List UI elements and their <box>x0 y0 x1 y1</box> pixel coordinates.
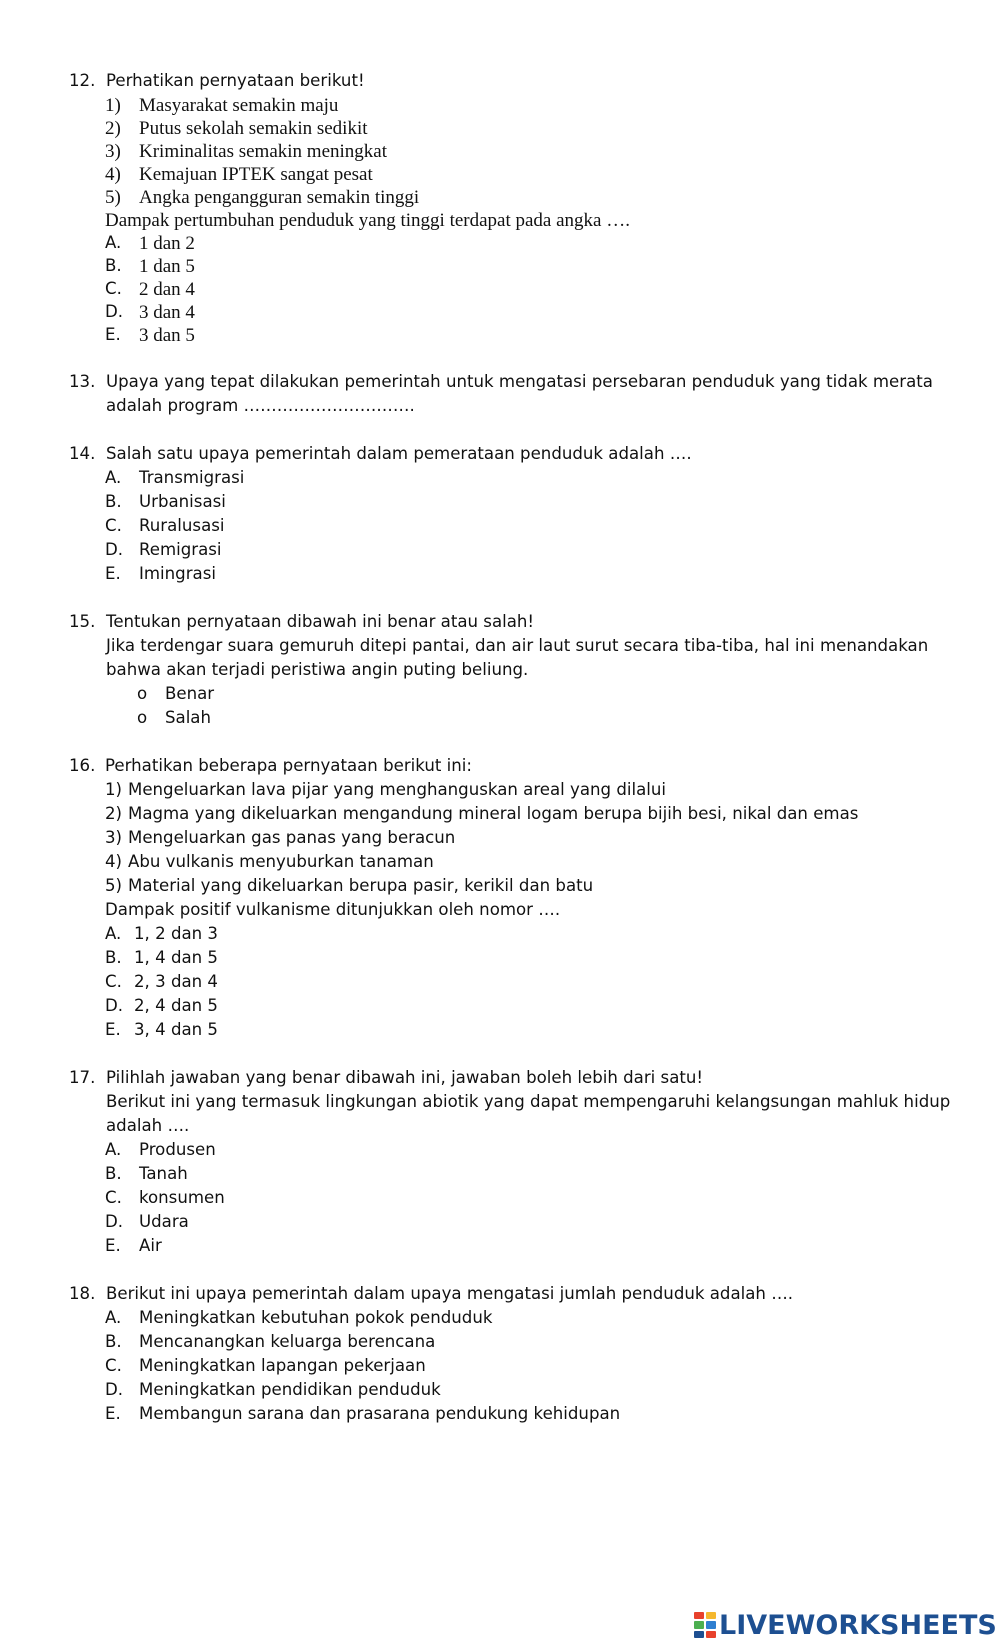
option-text[interactable]: Mencanangkan keluarga berencana <box>139 1332 436 1351</box>
question-number: 14. <box>69 444 96 463</box>
statement-text: Magma yang dikeluarkan mengandung mineral logam berupa bijih besi, nikal dan emas <box>128 804 859 823</box>
option-letter: D. <box>105 540 124 559</box>
statement-text: Abu vulkanis menyuburkan tanaman <box>128 852 434 871</box>
option-text[interactable]: 3 dan 4 <box>139 302 195 323</box>
option-text[interactable]: 2, 3 dan 4 <box>134 972 218 991</box>
option-text[interactable]: Urbanisasi <box>139 492 226 511</box>
question-number: 12. <box>69 71 96 90</box>
statement-text: Kriminalitas semakin meningkat <box>139 141 388 162</box>
question-prompt: Pilihlah jawaban yang benar dibawah ini, jawaban boleh lebih dari satu! <box>106 1068 704 1087</box>
statement-number: 1) <box>105 780 123 799</box>
question-prompt: Perhatikan beberapa pernyataan berikut ini: <box>105 756 472 775</box>
option-letter: A. <box>105 468 122 487</box>
option-letter: B. <box>105 948 122 967</box>
option-letter: C. <box>105 279 122 298</box>
option-text[interactable]: 1 dan 5 <box>139 256 195 277</box>
option-letter: E. <box>105 564 121 583</box>
statement-text: Kemajuan IPTEK sangat pesat <box>139 164 373 185</box>
question-stem: Dampak pertumbuhan penduduk yang tinggi terdapat pada angka …. <box>105 210 630 231</box>
statement-number: 2) <box>105 118 121 139</box>
option-text[interactable]: Udara <box>139 1212 189 1231</box>
liveworksheets-logo[interactable] <box>694 1611 997 1639</box>
option-text[interactable]: konsumen <box>139 1188 225 1207</box>
option-text[interactable]: Meningkatkan lapangan pekerjaan <box>139 1356 426 1375</box>
option-letter: B. <box>105 492 122 511</box>
question-prompt: Berikut ini upaya pemerintah dalam upaya mengatasi jumlah penduduk adalah …. <box>106 1284 794 1303</box>
option-text[interactable]: Membangun sarana dan prasarana pendukung kehidupan <box>139 1404 621 1423</box>
statement-number: 3) <box>105 141 121 162</box>
option-letter: D. <box>105 302 124 321</box>
option-letter: C. <box>105 516 122 535</box>
question-number: 15. <box>69 612 96 631</box>
statement-number: 4) <box>105 164 121 185</box>
option-benar[interactable]: Benar <box>165 684 215 703</box>
question-prompt: Salah satu upaya pemerintah dalam pemerataan penduduk adalah …. <box>106 444 692 463</box>
question-number: 17. <box>69 1068 96 1087</box>
radio-bullet-icon[interactable]: o <box>137 684 148 703</box>
option-letter: C. <box>105 1356 122 1375</box>
question-statement-line: bahwa akan terjadi peristiwa angin puting beliung. <box>106 660 529 679</box>
question-prompt: Perhatikan pernyataan berikut! <box>106 71 365 90</box>
option-text[interactable]: 1, 4 dan 5 <box>134 948 218 967</box>
statement-number: 5) <box>105 876 123 895</box>
statement-number: 5) <box>105 187 121 208</box>
option-letter: E. <box>105 1404 121 1423</box>
statement-number: 4) <box>105 852 123 871</box>
option-letter: B. <box>105 256 122 275</box>
option-letter: C. <box>105 972 122 991</box>
statement-text: Putus sekolah semakin sedikit <box>139 118 368 139</box>
statement-number: 2) <box>105 804 123 823</box>
question-prompt: Upaya yang tepat dilakukan pemerintah untuk mengatasi persebaran penduduk yang tidak merata <box>106 372 933 391</box>
question-number: 18. <box>69 1284 96 1303</box>
statement-text: Mengeluarkan gas panas yang beracun <box>128 828 456 847</box>
question-statement-line: Jika terdengar suara gemuruh ditepi pantai, dan air laut surut secara tiba-tiba, hal ini menandakan <box>106 636 929 655</box>
option-letter: D. <box>105 1380 124 1399</box>
option-text[interactable]: 2 dan 4 <box>139 279 195 300</box>
option-text[interactable]: Imingrasi <box>139 564 216 583</box>
option-text[interactable]: 2, 4 dan 5 <box>134 996 218 1015</box>
statement-text: Mengeluarkan lava pijar yang menghanguskan areal yang dilalui <box>128 780 667 799</box>
liveworksheets-logo-icon <box>694 1612 716 1638</box>
option-letter: A. <box>105 1308 122 1327</box>
answer-blank[interactable]: adalah program …………………………. <box>106 396 415 415</box>
option-text[interactable]: 3 dan 5 <box>139 325 195 346</box>
option-text[interactable]: Air <box>139 1236 162 1255</box>
question-statement-line: adalah …. <box>106 1116 190 1135</box>
option-text[interactable]: Meningkatkan kebutuhan pokok penduduk <box>139 1308 493 1327</box>
option-text[interactable]: 1, 2 dan 3 <box>134 924 218 943</box>
option-letter: E. <box>105 1236 121 1255</box>
option-text[interactable]: 1 dan 2 <box>139 233 195 254</box>
statement-text: Angka pengangguran semakin tinggi <box>139 187 420 208</box>
question-number: 16. <box>69 756 96 775</box>
option-letter: A. <box>105 233 122 252</box>
option-letter: D. <box>105 1212 124 1231</box>
option-text[interactable]: 3, 4 dan 5 <box>134 1020 218 1039</box>
question-prompt: Tentukan pernyataan dibawah ini benar atau salah! <box>106 612 535 631</box>
option-letter: B. <box>105 1332 122 1351</box>
option-letter: E. <box>105 325 121 344</box>
option-text[interactable]: Produsen <box>139 1140 216 1159</box>
option-letter: A. <box>105 1140 122 1159</box>
statement-number: 3) <box>105 828 123 847</box>
logo-text: LIVEWORKSHEETS <box>719 1609 997 1641</box>
question-number: 13. <box>69 372 96 391</box>
statement-text: Material yang dikeluarkan berupa pasir, kerikil dan batu <box>128 876 594 895</box>
option-letter: A. <box>105 924 122 943</box>
option-letter: C. <box>105 1188 122 1207</box>
option-text[interactable]: Remigrasi <box>139 540 222 559</box>
question-statement-line: Berikut ini yang termasuk lingkungan abiotik yang dapat mempengaruhi kelangsungan mahluk hidup <box>106 1092 951 1111</box>
option-text[interactable]: Meningkatkan pendidikan penduduk <box>139 1380 441 1399</box>
question-stem: Dampak positif vulkanisme ditunjukkan oleh nomor …. <box>105 900 561 919</box>
option-salah[interactable]: Salah <box>165 708 211 727</box>
statement-number: 1) <box>105 95 121 116</box>
option-letter: B. <box>105 1164 122 1183</box>
radio-bullet-icon[interactable]: o <box>137 708 148 727</box>
option-letter: D. <box>105 996 124 1015</box>
statement-text: Masyarakat semakin maju <box>139 95 339 116</box>
option-letter: E. <box>105 1020 121 1039</box>
option-text[interactable]: Tanah <box>139 1164 188 1183</box>
option-text[interactable]: Transmigrasi <box>139 468 245 487</box>
option-text[interactable]: Ruralusasi <box>139 516 225 535</box>
